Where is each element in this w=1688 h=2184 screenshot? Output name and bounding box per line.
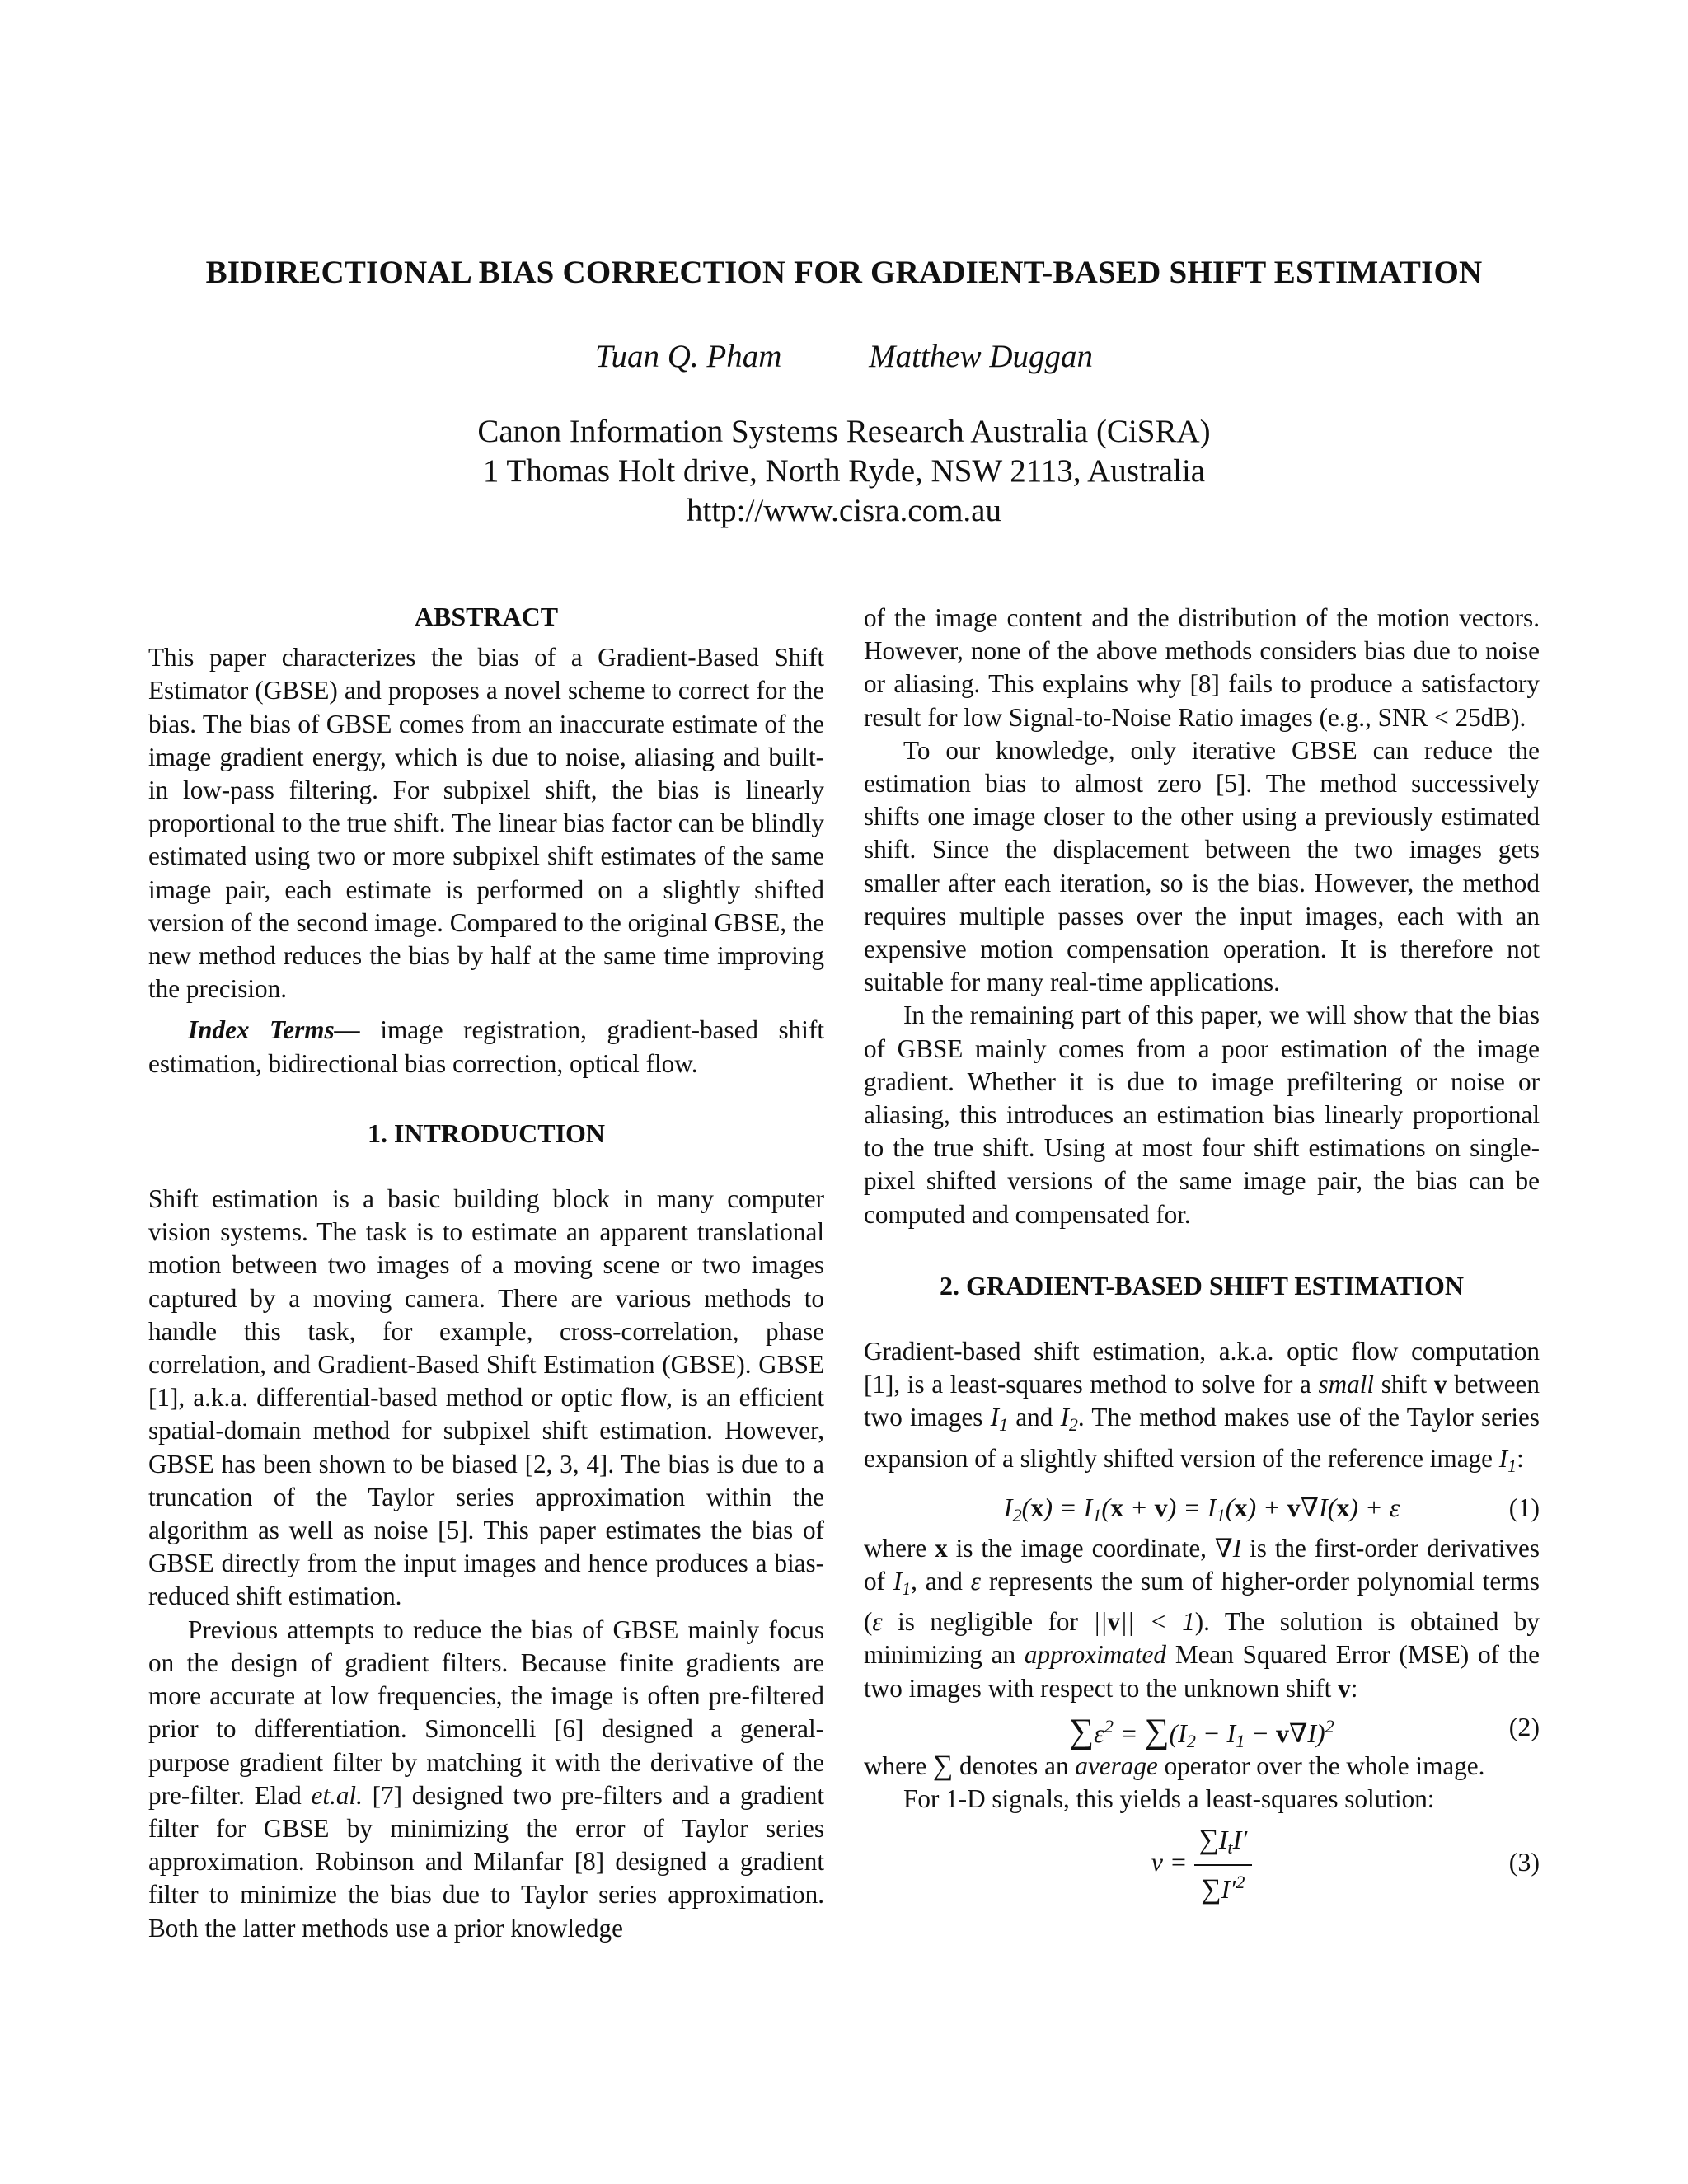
gbse-p1-b: shift — [1374, 1370, 1434, 1399]
paper-title: BIDIRECTIONAL BIAS CORRECTION FOR GRADIENT-BASED SHIFT ESTIMATION — [205, 255, 1483, 290]
math-norm-v: ||v|| < 1 — [1093, 1607, 1195, 1637]
equation-3-number: (3) — [1508, 1847, 1540, 1877]
equation-1 — [864, 1488, 1540, 1527]
math-I1-ref: $I_1$ — [1498, 1443, 1517, 1476]
affiliation-line-2: 1 Thomas Holt drive, North Ryde, NSW 2113, Australia — [482, 453, 1206, 489]
math-v: v — [1433, 1370, 1447, 1399]
equation-3-body: v = $\frac{\sum I_tI'}{\sum I'^2}$ — [1151, 1847, 1253, 1877]
math-I1-b: $I_1$ — [893, 1567, 912, 1600]
gbse-p3-c: operator over the whole image. — [1157, 1750, 1485, 1780]
gbse-p3-average: average — [1075, 1750, 1158, 1780]
math-x: x — [935, 1533, 948, 1563]
equation-1-number: (1) — [1508, 1492, 1540, 1522]
equation-1-body: $I_2(x) = I_1(x + v) = I_1(x) + v\nabla I(x) + \varepsilon$ — [1003, 1492, 1400, 1526]
gbse-paragraph-2 — [864, 1532, 1540, 1705]
index-terms-label: Index Terms— — [188, 1015, 360, 1045]
gbse-p1-a: Gradient-based shift estimation, a.k.a. optic flow computation [1], is a least-squares method to solve for a — [864, 1337, 1540, 1399]
gbse-p1-small: small — [1318, 1370, 1375, 1399]
right-column — [864, 602, 1540, 1905]
gbse-paragraph-4: For 1-D signals, this yields a least-squares solution: — [903, 1784, 1435, 1814]
intro-paragraph-1: Shift estimation is a basic building block in many computer vision systems. The task is to estimate an apparent translational motion between two images of a moving scene or two images captured by a moving camera. There are various methods to handle this task, for example, cross-correlation, phase correlation, and Gradient-Based Shift Estimation (GBSE). GBSE [1], a.k.a. differential-based method or optic flow, is an efficient spatial-domain method for subpixel shift estimation. However, GBSE has been shown to be biased [2, 3, 4]. The bias is due to a truncation of the Taylor series approximation within the algorithm as well as noise [5]. This paper estimates the bias of GBSE directly from the input images and hence produces a bias-reduced shift estimation. — [148, 1184, 824, 1611]
math-eps: ε — [970, 1567, 981, 1596]
math-gradI: ∇I — [1214, 1533, 1242, 1563]
index-terms — [148, 1014, 824, 1080]
math-I2: $I_2$ — [1060, 1403, 1078, 1436]
author-1: Tuan Q. Pham — [594, 339, 782, 374]
abstract-heading: ABSTRACT — [414, 602, 559, 631]
gbse-p2-e: represents the sum of higher-order polynomial terms ( — [864, 1567, 1540, 1637]
gbse-p2-g: ). The solution is obtained by minimizing an — [864, 1607, 1540, 1670]
gbse-p1-c: between two images — [864, 1370, 1540, 1432]
intro-p2-etal: et.al. — [311, 1780, 363, 1810]
equation-2-body: $\sum\varepsilon^2 = \sum(I_2 - I_1 - v\nabla I)^2$ — [1069, 1712, 1334, 1751]
gbse-paragraph-1 — [864, 1335, 1540, 1483]
affiliation — [0, 412, 1688, 531]
gbse-p2-i: : — [1350, 1673, 1358, 1703]
author-2: Matthew Duggan — [869, 339, 1094, 374]
gbse-p2-approx: approximated — [1024, 1640, 1166, 1670]
gbse-p1-e: . The method makes use of the Taylor series expansion of a slightly shifted version of the reference image — [864, 1403, 1540, 1473]
equation-2 — [864, 1707, 1540, 1751]
affiliation-line-1: Canon Information Systems Research Australia (CiSRA) — [477, 414, 1211, 449]
math-I1: $I_1$ — [990, 1403, 1008, 1436]
intro-paragraph-2-continued: of the image content and the distribution of the motion vectors. However, none of the above methods considers bias due to noise or aliasing. This explains why [8] fails to produce a satisfactory result for low Signal-to-Noise Ratio images (e.g., SNR < 25dB). — [864, 603, 1540, 732]
gbse-p2-b: is the image coordinate, — [947, 1533, 1215, 1563]
gbse-p1-f: : — [1517, 1443, 1524, 1473]
math-eps-b: ε — [872, 1607, 883, 1637]
intro-paragraph-2 — [148, 1614, 824, 1945]
intro-paragraph-4: In the remaining part of this paper, we will show that the bias of GBSE mainly comes from a poor estimation of the image gradient. Whether it is due to image prefiltering or noise or aliasing, this introduces an estimation bias linearly proportional to the true shift. Using at most four shift estimations on single-pixel shifted versions of the same image pair, the bias can be computed and compensated for. — [864, 1001, 1540, 1229]
intro-p2-text-a: Previous attempts to reduce the bias of GBSE mainly focus on the design of gradient filters. Because finite gradients are more accurate at low frequencies, the image is often pre-filtered prior to differentiation. Simoncelli [6] designed a general-purpose gradient filter by matching it with the derivative of the pre-filter. Elad — [148, 1615, 824, 1810]
gbse-p2-c: is the first-order derivatives of — [864, 1533, 1540, 1596]
intro-paragraph-3: To our knowledge, only iterative GBSE can reduce the estimation bias to almost zero [5]. The method successively shifts one image closer to the other using a previously estimated shift. Since the displacement between the two images gets smaller after each iteration, so is the bias. However, the method requires multiple passes over the input images, each with an expensive motion compensation operation. It is therefore not suitable for many real-time applications. — [864, 735, 1540, 997]
equation-2-number: (2) — [1508, 1711, 1540, 1741]
left-column — [148, 600, 824, 1945]
gbse-p2-h: Mean Squared Error (MSE) of the two images with respect to the unknown shift — [864, 1640, 1540, 1703]
section-2-heading: 2. GRADIENT-BASED SHIFT ESTIMATION — [939, 1270, 1464, 1301]
gbse-p2-f: is negligible for — [882, 1607, 1094, 1637]
math-v-b: v — [1338, 1673, 1351, 1703]
gbse-p2-d: , and — [911, 1567, 971, 1596]
abstract-text: This paper characterizes the bias of a Gradient-Based Shift Estimator (GBSE) and proposes a novel scheme to correct for the bias. The bias of GBSE comes from an inaccurate estimate of the image gradient energy, which is due to noise, aliasing and built-in low-pass filtering. For subpixel shift, the bias is linearly proportional to the true shift. The linear bias factor can be blindly estimated using two or more subpixel shift estimates of the same image pair, each estimate is performed on a slightly shifted version of the second image. Compared to the original GBSE, the new method reduces the bias by half at the same time improving the precision. — [148, 643, 824, 1004]
section-1-heading: 1. INTRODUCTION — [367, 1118, 606, 1148]
authors — [0, 338, 1688, 375]
gbse-p1-d: and — [1007, 1403, 1061, 1432]
gbse-paragraph-3 — [864, 1750, 1540, 1783]
gbse-p2-a: where — [864, 1533, 935, 1563]
math-sum: ∑ — [932, 1750, 954, 1781]
equation-3 — [864, 1822, 1540, 1905]
affiliation-url[interactable]: http://www.cisra.com.au — [687, 493, 1001, 528]
gbse-p3-a: where — [864, 1750, 933, 1780]
gbse-p3-b: denotes an — [953, 1750, 1076, 1780]
intro-p2-text-b: [7] designed two pre-filters and a gradient filter for GBSE by minimizing the error of Taylor series approximation. Robinson and Milanfar [8] designed a gradient filter to minimize the bias due to Taylor series approximation. Both the latter methods use a prior knowledge — [148, 1780, 825, 1943]
index-terms-text: image registration, gradient-based shift estimation, bidirectional bias correction, optical flow. — [148, 1015, 824, 1078]
